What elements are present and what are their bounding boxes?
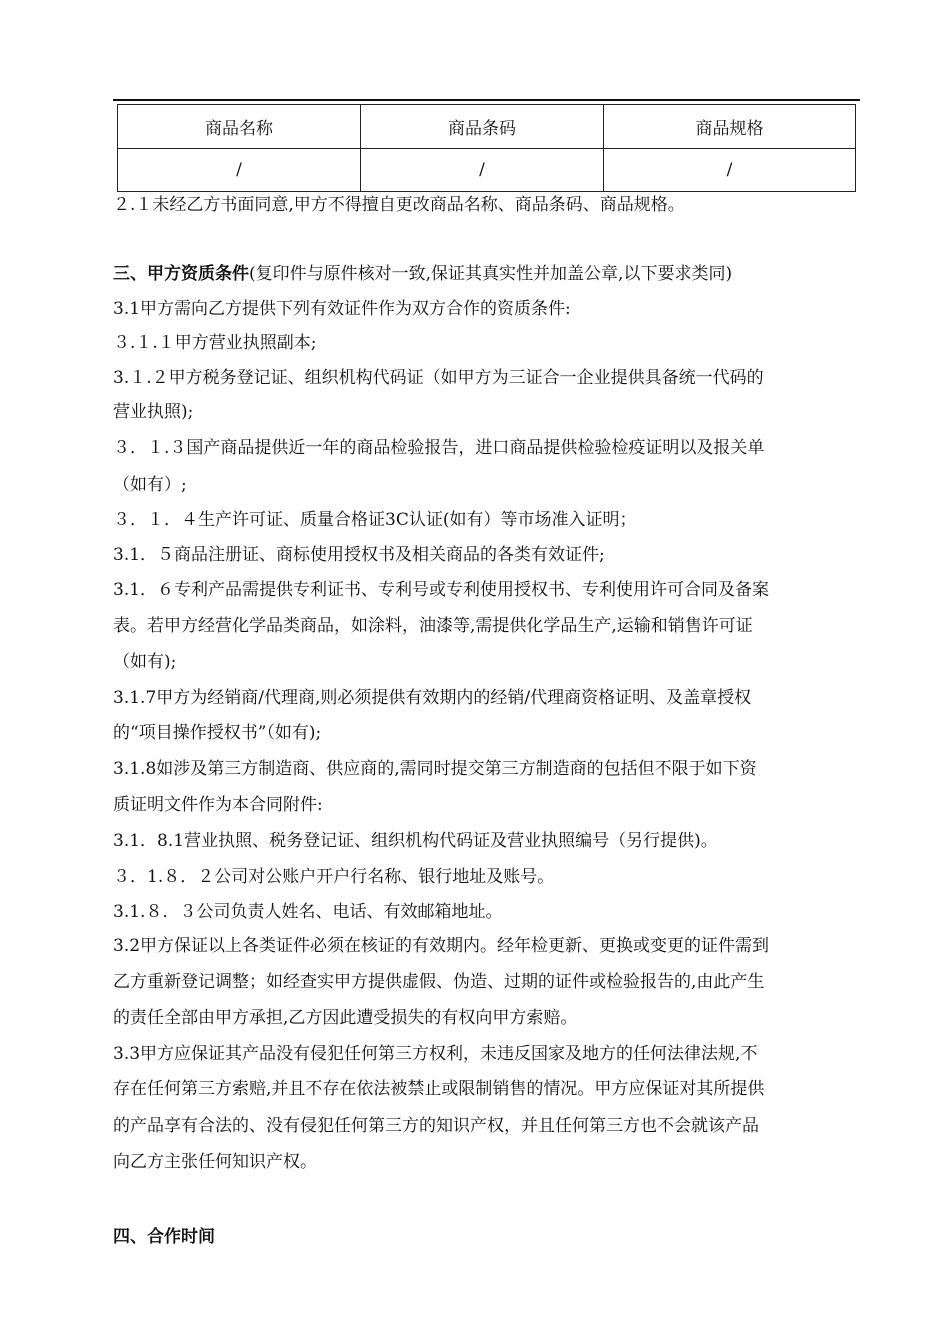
section-3-line: 3.1甲方需向乙方提供下列有效证件作为双方合作的资质条件: <box>113 299 571 319</box>
section-3-line: ３.１.１甲方营业执照副本; <box>113 333 317 353</box>
section-3-note: (复印件与原件核对一致,保证其真实性并加盖公章,以下要求类同) <box>249 264 733 284</box>
header-goods-barcode: 商品条码 <box>361 105 604 149</box>
section-3-line: 的产品享有合法的、没有侵犯任何第三方的知识产权，并且任何第三方也不会就该产品 <box>113 1116 759 1136</box>
section-3-heading <box>113 263 732 285</box>
table-header-row <box>118 105 856 149</box>
section-3-line: （如有）; <box>113 475 187 495</box>
goods-table <box>117 104 856 192</box>
clause-2-1: ２.１未经乙方书面同意,甲方不得擅自更改商品名称、商品条码、商品规格。 <box>113 195 685 215</box>
section-3-line: 质证明文件作为本合同附件: <box>113 795 323 815</box>
section-3-line: 3.1.８．３公司负责人姓名、电话、有效邮箱地址。 <box>113 902 503 922</box>
section-3-title: 三、甲方资质条件 <box>113 264 249 284</box>
section-3-line: 表。若甲方经营化学品类商品，如涂料，油漆等,需提供化学品生产,运输和销售许可证 <box>113 616 753 636</box>
cell-goods-barcode: / <box>361 149 604 192</box>
section-3-line: 向乙方主张任何知识产权。 <box>113 1152 317 1172</box>
section-3-line: 3.1.8如涉及第三方制造商、供应商的,需同时提交第三方制造商的包括但不限于如下资 <box>113 759 757 779</box>
section-4-heading: 四、合作时间 <box>113 1227 215 1247</box>
cell-goods-spec: / <box>604 149 856 192</box>
section-3-line: ３．1.８．２公司对公账户开户行名称、银行地址及账号。 <box>113 867 555 887</box>
section-3-line: 3.3甲方应保证其产品没有侵犯任何第三方权利，未违反国家及地方的任何法律法规,不 <box>113 1044 758 1064</box>
section-3-line: ３．１.３国产商品提供近一年的商品检验报告，进口商品提供检验检疫证明以及报关单 <box>113 438 765 458</box>
section-3-line: 3.1．５商品注册证、商标使用授权书及相关商品的各类有效证件; <box>113 545 605 565</box>
section-3-line: ３．１．４生产许可证、质量合格证3C认证(如有）等市场准入证明； <box>113 510 637 530</box>
section-3-line: 存在任何第三方索赔,并且不存在依法被禁止或限制销售的情况。甲方应保证对其所提供 <box>113 1079 765 1099</box>
cell-goods-name: / <box>118 149 361 192</box>
header-goods-spec: 商品规格 <box>604 105 856 149</box>
header-goods-name: 商品名称 <box>118 105 361 149</box>
section-3-line: 的责任全部由甲方承担,乙方因此遭受损失的有权向甲方索赔。 <box>113 1008 578 1028</box>
header-rule <box>113 99 860 101</box>
section-3-line: （如有); <box>113 652 177 672</box>
section-3-line: 3.１.２甲方税务登记证、组织机构代码证（如甲方为三证合一企业提供具备统一代码的 <box>113 368 764 388</box>
section-3-line: 的“项目操作授权书”（如有); <box>113 723 322 743</box>
section-3-line: 3.1．６专利产品需提供专利证书、专利号或专利使用授权书、专利使用许可合同及备案 <box>113 580 770 600</box>
section-3-line: 3.1.7甲方为经销商/代理商,则必须提供有效期内的经销/代理商资格证明、及盖章授权 <box>113 688 752 708</box>
section-3-line: 3.1．8.1营业执照、税务登记证、组织机构代码证及营业执照编号（另行提供)。 <box>113 831 718 851</box>
section-3-line: 3.2甲方保证以上各类证件必须在核证的有效期内。经年检更新、更换或变更的证件需到 <box>113 936 770 956</box>
table-row <box>118 149 856 192</box>
section-3-line: 营业执照); <box>113 402 194 422</box>
section-3-line: 乙方重新登记调整；如经查实甲方提供虚假、伪造、过期的证件或检验报告的,由此产生 <box>113 972 765 992</box>
